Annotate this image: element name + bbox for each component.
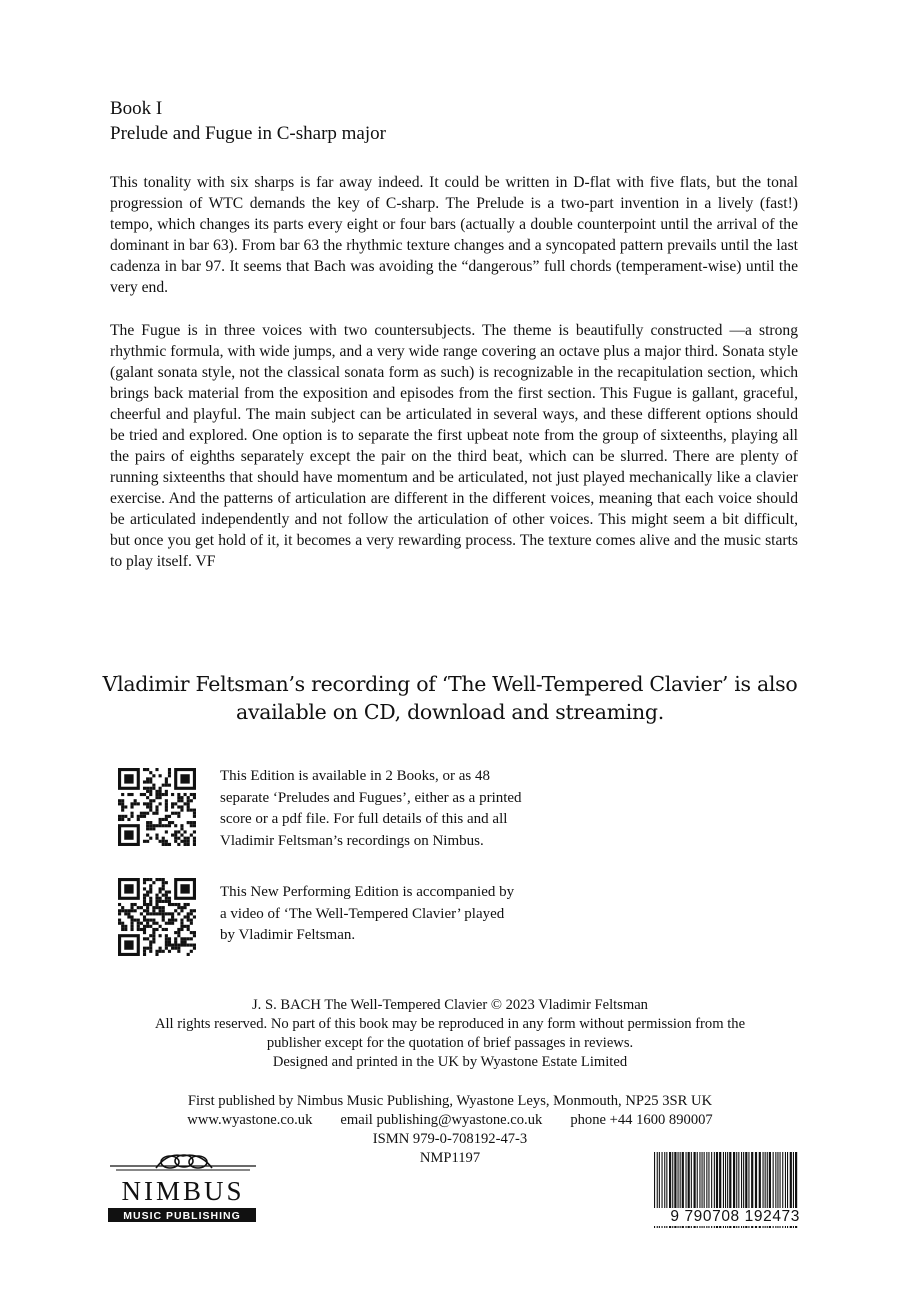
rights-line: All rights reserved. No part of this book may be reproduced in any form without permission from the	[154, 1016, 746, 1032]
logo-wordmark: NIMBUS	[121, 1176, 245, 1206]
edition-info-line: score or a pdf file. For full details of this and all	[220, 811, 508, 827]
video-info-line: a video of ‘The Well-Tempered Clavier’ played	[220, 905, 505, 922]
rights-line: publisher except for the quotation of brief passages in reviews.	[266, 1035, 634, 1051]
phone-number: phone +44 1600 890007	[570, 1112, 713, 1128]
website-link[interactable]: www.wyastone.co.uk	[187, 1112, 313, 1128]
heading	[110, 96, 386, 146]
barcode-number: 9 790708 192473	[634, 1208, 800, 1226]
edition-info	[220, 766, 570, 852]
logo-subtitle: MUSIC PUBLISHING	[123, 1210, 241, 1222]
recording-notice	[90, 670, 810, 726]
qr-code-icon[interactable]	[118, 878, 196, 956]
edition-info-line: separate ‘Preludes and Fugues’, either as a printed	[220, 789, 522, 806]
edition-info-line: Vladimir Feltsman’s recordings on Nimbus.	[220, 832, 484, 849]
recording-notice-line: Vladimir Feltsman’s recording of ‘The Well-Tempered Clavier’ is also	[102, 672, 798, 696]
fugue-paragraph: The Fugue is in three voices with two countersubjects. The theme is beautifully constructed —a strong rhythmic formula, with wide jumps, and a very wide range covering an octave plus a major third. Sonata style (galant sonata style, not the classical sonata form as such) is recognizable in the recapitulation section, which brings back material from the exposition and episodes from the first section. This Fugue is gallant, graceful, cheerful and playful. The main subject can be articulated in several ways, and these different options should be tried and explored. One option is to separate the first upbeat note from the group of sixteenths, playing all the pairs of eighths separately except the pair on the third beat, which can be slurred. There are plenty of running sixteenths that should have momentum and be articulated, not just played mechanically like a clavier exercise. And the patterns of articulation are different in the different voices, meaning that each voice should be articulated independently and not follow the articulation of other voices. This might seem a bit difficult, but once you get hold of it, it becomes a very rewarding process. The texture comes alive and the music starts to play itself. VF	[110, 322, 798, 570]
contact-row	[100, 1111, 800, 1130]
catalogue-number: NMP1197	[419, 1150, 481, 1166]
printer-line: Designed and printed in the UK by Wyastone Estate Limited	[272, 1054, 628, 1070]
email-link[interactable]: email publishing@wyastone.co.uk	[340, 1112, 543, 1128]
edition-info-line: This Edition is available in 2 Books, or as 48	[220, 768, 490, 784]
logo-emblem	[110, 1155, 256, 1170]
copyright-block	[100, 996, 800, 1072]
publisher-line: First published by Nimbus Music Publishing, Wyastone Leys, Monmouth, NP25 3SR UK	[187, 1093, 713, 1109]
piece-title: Prelude and Fugue in C-sharp major	[110, 123, 386, 144]
nimbus-logo	[108, 1150, 258, 1224]
recording-notice-line: available on CD, download and streaming.	[236, 700, 664, 724]
ismn-number: ISMN 979-0-708192-47-3	[372, 1131, 528, 1147]
video-info-line: by Vladimir Feltsman.	[220, 927, 356, 943]
book-label: Book I	[110, 98, 163, 119]
video-info	[220, 882, 570, 947]
prelude-paragraph: This tonality with six sharps is far away indeed. It could be written in D-flat with five flats, but the tonal progression of WTC demands the key of C-sharp. The Prelude is a two-part invention in a lively (fast!) tempo, which changes its parts every eight or four bars (actually a double counterpoint until the arrival of the dominant in bar 63). From bar 63 the rhythmic texture changes and a syncopated pattern prevails until the last cadenza in bar 97. It seems that Bach was avoiding the “dangerous” full chords (temperament-wise) until the very end.	[110, 174, 798, 296]
qr-code-icon[interactable]	[118, 768, 196, 846]
copyright-line: J. S. BACH The Well-Tempered Clavier © 2023 Vladimir Feltsman	[252, 997, 648, 1013]
video-info-line: This New Performing Edition is accompanied by	[220, 884, 515, 900]
